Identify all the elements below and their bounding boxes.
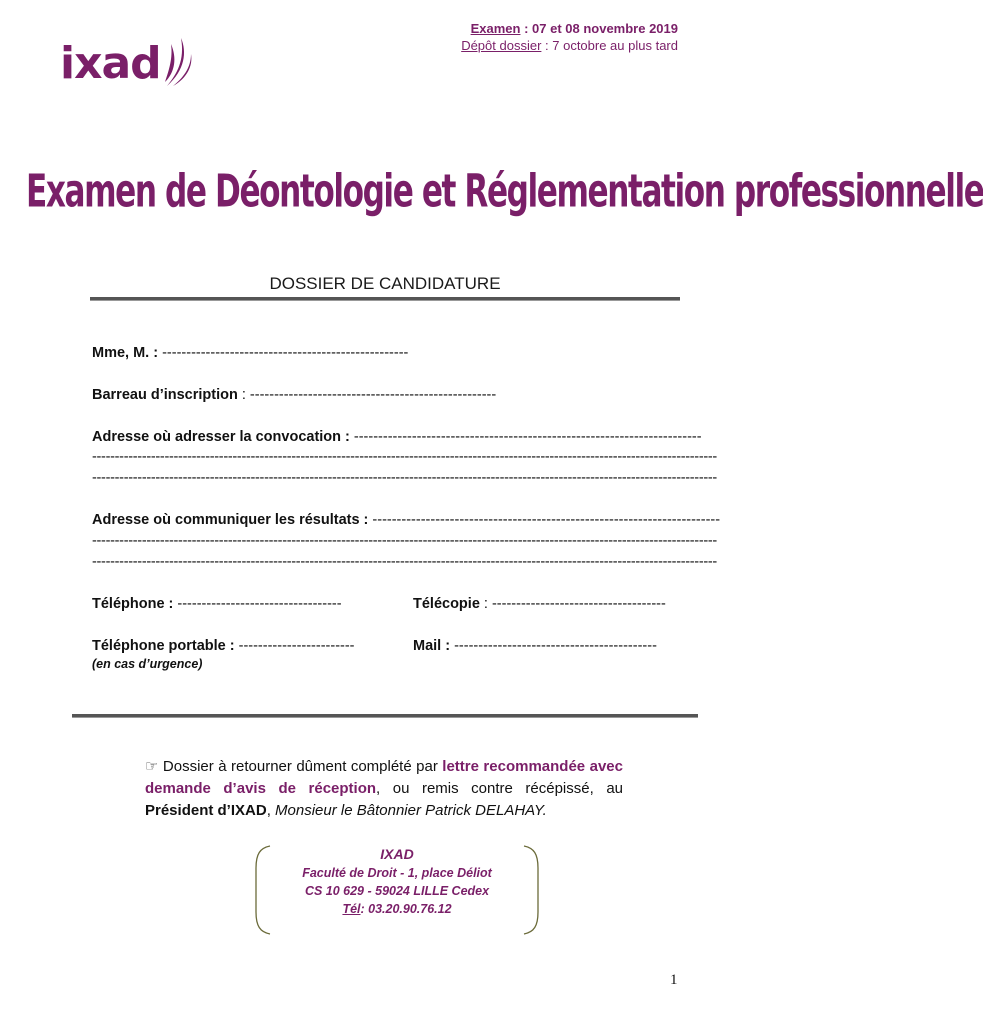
portable-field[interactable]: Téléphone portable : ------------------------ <box>92 638 355 654</box>
address-line-2: CS 10 629 - 59024 LILLE Cedex <box>304 884 490 898</box>
page-number: 1 <box>670 972 678 988</box>
barreau-field[interactable]: Barreau d’inscription : --------------------------------------------------- <box>92 387 497 403</box>
tel-label: Tél <box>342 902 361 916</box>
telephone-field[interactable]: Téléphone : ---------------------------------- <box>92 596 342 612</box>
depot-date-line <box>461 37 678 54</box>
exam-info-header <box>461 20 678 54</box>
urgence-note: (en cas d’urgence) <box>92 657 203 671</box>
resultats-address-field[interactable]: Adresse où communiquer les résultats : ------------------------------------------------------------------------ <box>92 512 721 528</box>
convocation-label: Adresse où adresser la convocation : <box>92 429 350 445</box>
address-line-1: Faculté de Droit - 1, place Déliot <box>302 866 492 880</box>
resultats-line-3[interactable]: ------------------------------------------------------------------------------------------------------------------------------------------ <box>92 554 717 570</box>
depot-label: Dépôt dossier <box>461 38 542 53</box>
barreau-label: Barreau d’inscription <box>92 387 238 403</box>
exam-date: : 07 et 08 novembre 2019 <box>520 21 678 36</box>
dossier-title: DOSSIER DE CANDIDATURE <box>269 274 501 293</box>
address-block <box>256 844 538 936</box>
batonnier-text: Monsieur le Bâtonnier Patrick DELAHAY. <box>275 802 547 819</box>
portable-label: Téléphone portable : <box>92 638 235 654</box>
instructions-text-2: , ou remis contre récépissé, au <box>376 780 623 797</box>
section-divider <box>72 714 698 718</box>
mail-field[interactable]: Mail : ------------------------------------------ <box>413 638 657 654</box>
recommended-letter-text: lettre recommandée avec demande d’avis de réception <box>145 758 623 797</box>
resultats-label: Adresse où communiquer les résultats : <box>92 512 369 528</box>
convocation-line-2[interactable]: ------------------------------------------------------------------------------------------------------------------------------------------ <box>92 449 717 465</box>
tel-value: : 03.20.90.76.12 <box>360 902 452 916</box>
exam-date-line <box>461 20 678 37</box>
logo-text: ixad <box>60 38 161 89</box>
telecopie-field[interactable]: Télécopie : ------------------------------------ <box>413 596 666 612</box>
telecopie-label: Télécopie <box>413 596 480 612</box>
exam-label: Examen <box>470 21 521 36</box>
resultats-line-2[interactable]: ------------------------------------------------------------------------------------------------------------------------------------------ <box>92 533 717 549</box>
address-phone <box>256 900 538 918</box>
mail-label: Mail : <box>413 638 451 654</box>
instructions-text-3: , <box>266 802 276 819</box>
right-bracket-icon <box>522 844 540 936</box>
document-title: Examen de Déontologie et Réglementation professionnelle <box>26 166 983 218</box>
telephone-label: Téléphone : <box>92 596 174 612</box>
depot-date: : 7 octobre au plus tard <box>541 38 678 53</box>
name-label: Mme, M. : <box>92 345 159 361</box>
name-field[interactable]: Mme, M. : --------------------------------------------------- <box>92 345 409 361</box>
ixad-logo <box>60 36 193 89</box>
left-bracket-icon <box>254 844 272 936</box>
convocation-line-3[interactable]: ------------------------------------------------------------------------------------------------------------------------------------------ <box>92 470 717 486</box>
title-divider <box>90 297 680 301</box>
convocation-address-field[interactable]: Adresse où adresser la convocation : ------------------------------------------------------------------------ <box>92 429 702 445</box>
pointing-hand-icon: ☞ <box>145 758 159 775</box>
leaf-mark-icon <box>163 36 193 88</box>
president-text: Président d’IXAD <box>145 802 267 819</box>
address-name: IXAD <box>380 846 414 862</box>
instructions-text-1: Dossier à retourner dûment complété par <box>158 758 443 775</box>
instructions-paragraph <box>145 756 623 822</box>
